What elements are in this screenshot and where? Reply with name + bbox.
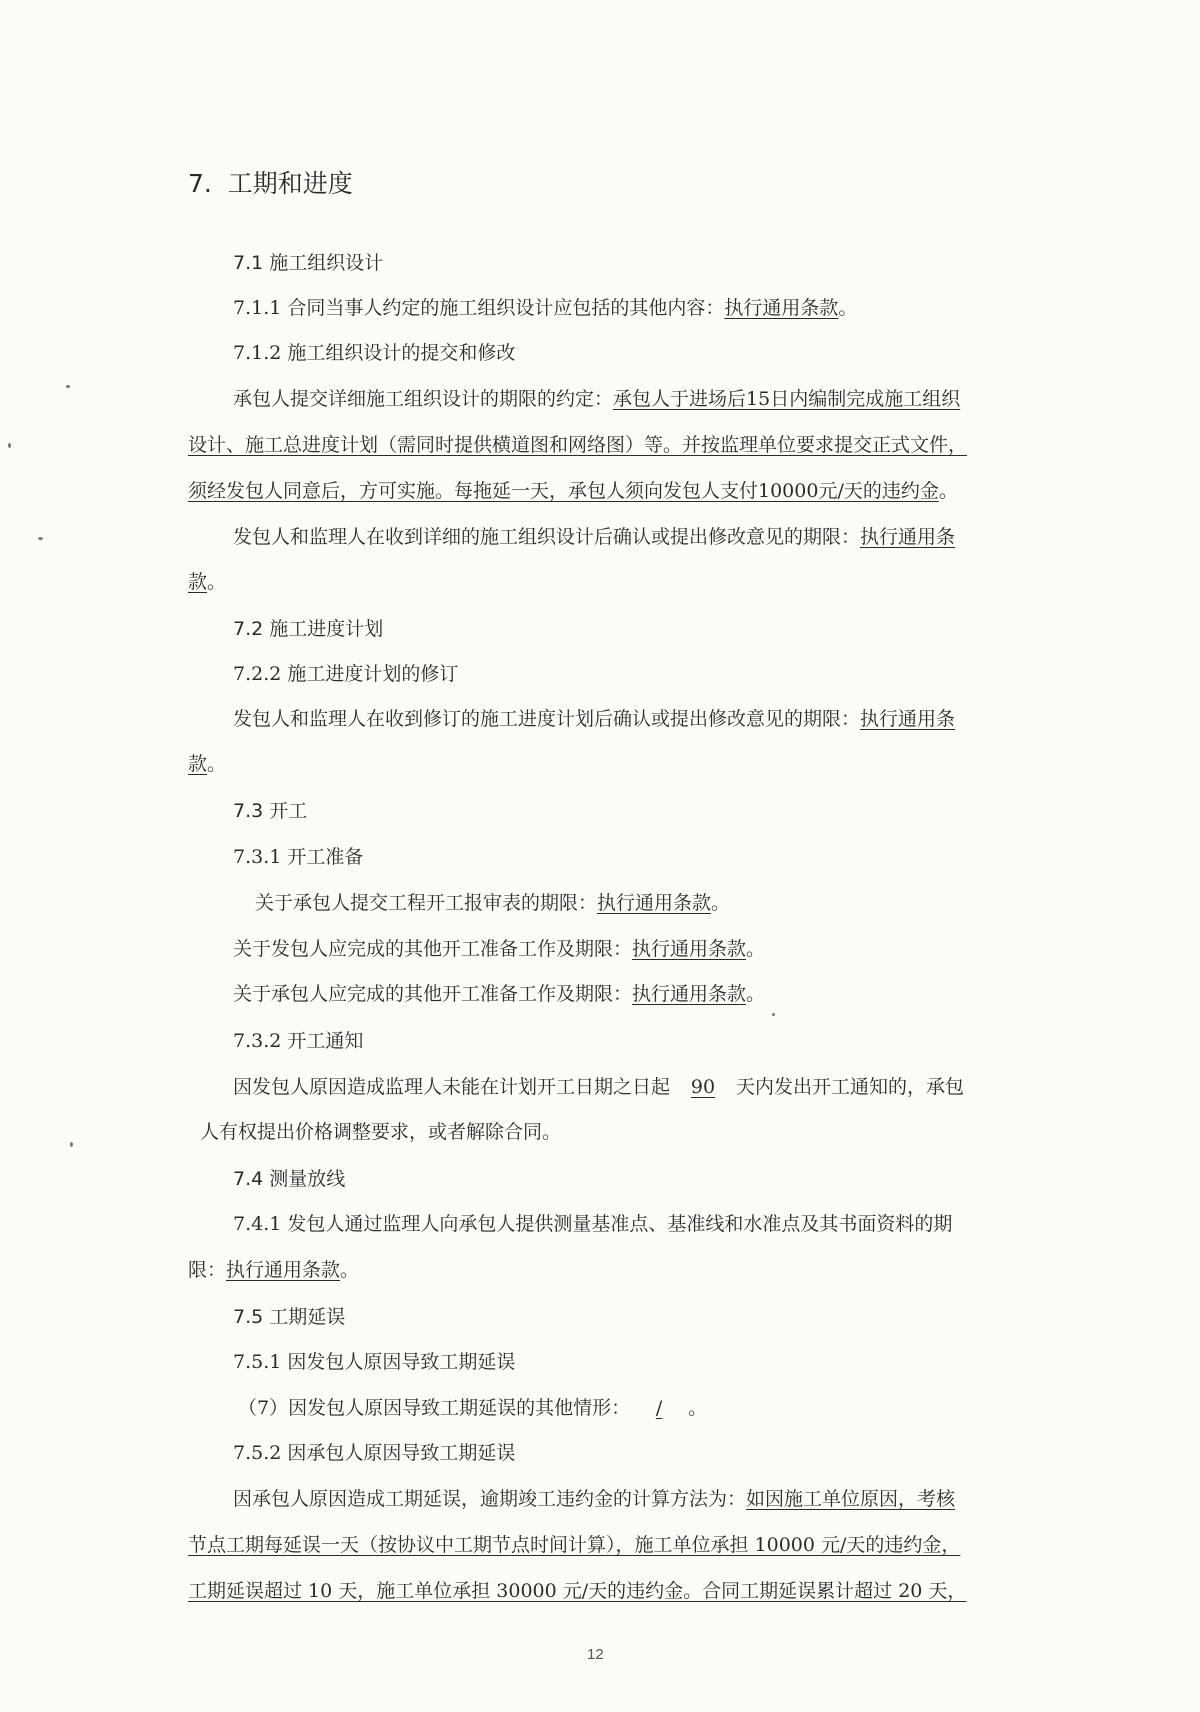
clause-7-1-1 xyxy=(233,296,857,320)
scan-speck xyxy=(8,443,11,448)
clause-7-5-2-title: 7.5.2 因承包人原因导致工期延误 xyxy=(233,1442,516,1464)
start-prep-line3 xyxy=(233,982,765,1006)
scan-speck xyxy=(772,1013,775,1016)
clause-text: 发包人和监理人在收到详细的施工组织设计后确认或提出修改意见的期限： xyxy=(233,526,861,548)
clause-7-4-1-line2 xyxy=(188,1258,359,1282)
clause-text: 关于承包人提交工程开工报审表的期限： xyxy=(255,892,598,914)
clause-text: 承包人提交详细施工组织设计的期限的约定： xyxy=(233,388,614,410)
heading-7-3: 7.3 开工 xyxy=(233,800,308,822)
filled-value: 执行通用条 xyxy=(860,526,956,548)
scan-speck xyxy=(70,1142,73,1147)
paragraph-review-line2 xyxy=(188,570,226,594)
clause-7-1-2-title: 7.1.2 施工组织设计的提交和修改 xyxy=(233,342,516,364)
scan-speck xyxy=(66,385,70,388)
paragraph-submission-line2: 设计、施工总进度计划（需同时提供横道图和网络图）等。并按监理单位要求提交正式文件， xyxy=(188,434,968,456)
clause-7-5-1-title: 7.5.1 因发包人原因导致工期延误 xyxy=(233,1351,516,1373)
filled-value: 承包人于进场后15日内编制完成施工组织 xyxy=(613,388,961,410)
heading-7-5: 7.5 工期延误 xyxy=(233,1306,346,1328)
punctuation: 。 xyxy=(938,480,958,502)
punctuation: 。 xyxy=(207,571,227,593)
section-title-text: 工期和进度 xyxy=(227,169,353,198)
filled-value: 执行通用条款 xyxy=(632,938,747,960)
punctuation: 。 xyxy=(711,892,731,914)
delay-penalty-line3: 工期延误超过 10 天，施工单位承担 30000 元/天的违约金。合同工期延误累计超过 20 天， xyxy=(188,1580,967,1602)
delay-penalty-line1 xyxy=(233,1487,955,1511)
clause-text: 关于承包人应完成的其他开工准备工作及期限： xyxy=(233,983,633,1005)
section-title xyxy=(188,168,353,200)
filled-value: 款 xyxy=(188,753,208,775)
clause-text: 7.1.1 合同当事人约定的施工组织设计应包括的其他内容： xyxy=(233,297,725,319)
heading-7-1: 7.1 施工组织设计 xyxy=(233,252,384,274)
punctuation: 。 xyxy=(746,938,766,960)
clause-text: 因发包人原因造成监理人未能在计划开工日期之日起 xyxy=(233,1076,671,1098)
clause-text: （7）因发包人原因导致工期延误的其他情形： xyxy=(238,1397,631,1419)
punctuation: 。 xyxy=(688,1397,708,1419)
delay-penalty-line2: 节点工期每延误一天（按协议中工期节点时间计算），施工单位承担 10000 元/天的违约金， xyxy=(188,1534,961,1556)
filled-value: 执行通用条款 xyxy=(226,1259,341,1281)
filled-value: 须经发包人同意后，方可实施。每拖延一天，承包人须向发包人支付10000元/天的违约金 xyxy=(188,480,939,502)
punctuation: 。 xyxy=(207,753,227,775)
section-number: 7. xyxy=(188,169,212,198)
paragraph-review-line1 xyxy=(233,525,955,549)
clause-text: 关于发包人应完成的其他开工准备工作及期限： xyxy=(233,938,633,960)
punctuation: 。 xyxy=(340,1259,360,1281)
heading-7-4: 7.4 测量放线 xyxy=(233,1168,346,1190)
page-number: 12 xyxy=(587,1646,604,1663)
paragraph-submission-line3 xyxy=(188,479,958,503)
paragraph-revision-line1 xyxy=(233,707,955,731)
clause-7-3-1-title: 7.3.1 开工准备 xyxy=(233,846,364,868)
start-prep-line2 xyxy=(233,937,765,961)
start-notice-line1 xyxy=(233,1075,964,1099)
clause-text: 因承包人原因造成工期延误，逾期竣工违约金的计算方法为： xyxy=(233,1488,747,1510)
start-prep-line1 xyxy=(255,891,730,915)
filled-value: 执行通用条款 xyxy=(597,892,712,914)
days-value: 90 xyxy=(690,1076,716,1098)
heading-7-2: 7.2 施工进度计划 xyxy=(233,618,384,640)
clause-7-2-2-title: 7.2.2 施工进度计划的修订 xyxy=(233,663,459,685)
clause-text: 发包人和监理人在收到修订的施工进度计划后确认或提出修改意见的期限： xyxy=(233,708,861,730)
clause-7-4-1-line1: 7.4.1 发包人通过监理人向承包人提供测量基准点、基准线和水准点及其书面资料的期 xyxy=(233,1213,953,1235)
filled-value: / xyxy=(655,1397,663,1419)
clause-text: 限： xyxy=(188,1259,227,1281)
scan-speck xyxy=(38,537,43,540)
start-notice-line2: 人有权提出价格调整要求，或者解除合同。 xyxy=(200,1121,562,1143)
paragraph-revision-line2 xyxy=(188,752,226,776)
clause-7-5-1-item7 xyxy=(238,1396,707,1420)
filled-value: 款 xyxy=(188,571,208,593)
filled-value: 执行通用条款 xyxy=(724,297,839,319)
punctuation: 。 xyxy=(746,983,766,1005)
clause-7-3-2-title: 7.3.2 开工通知 xyxy=(233,1030,364,1052)
filled-value: 执行通用条款 xyxy=(632,983,747,1005)
paragraph-submission-line1 xyxy=(233,387,960,411)
filled-value: 执行通用条 xyxy=(860,708,956,730)
punctuation: 。 xyxy=(838,297,858,319)
clause-text: 天内发出开工通知的，承包 xyxy=(736,1076,965,1098)
filled-value: 如因施工单位原因，考核 xyxy=(746,1488,956,1510)
